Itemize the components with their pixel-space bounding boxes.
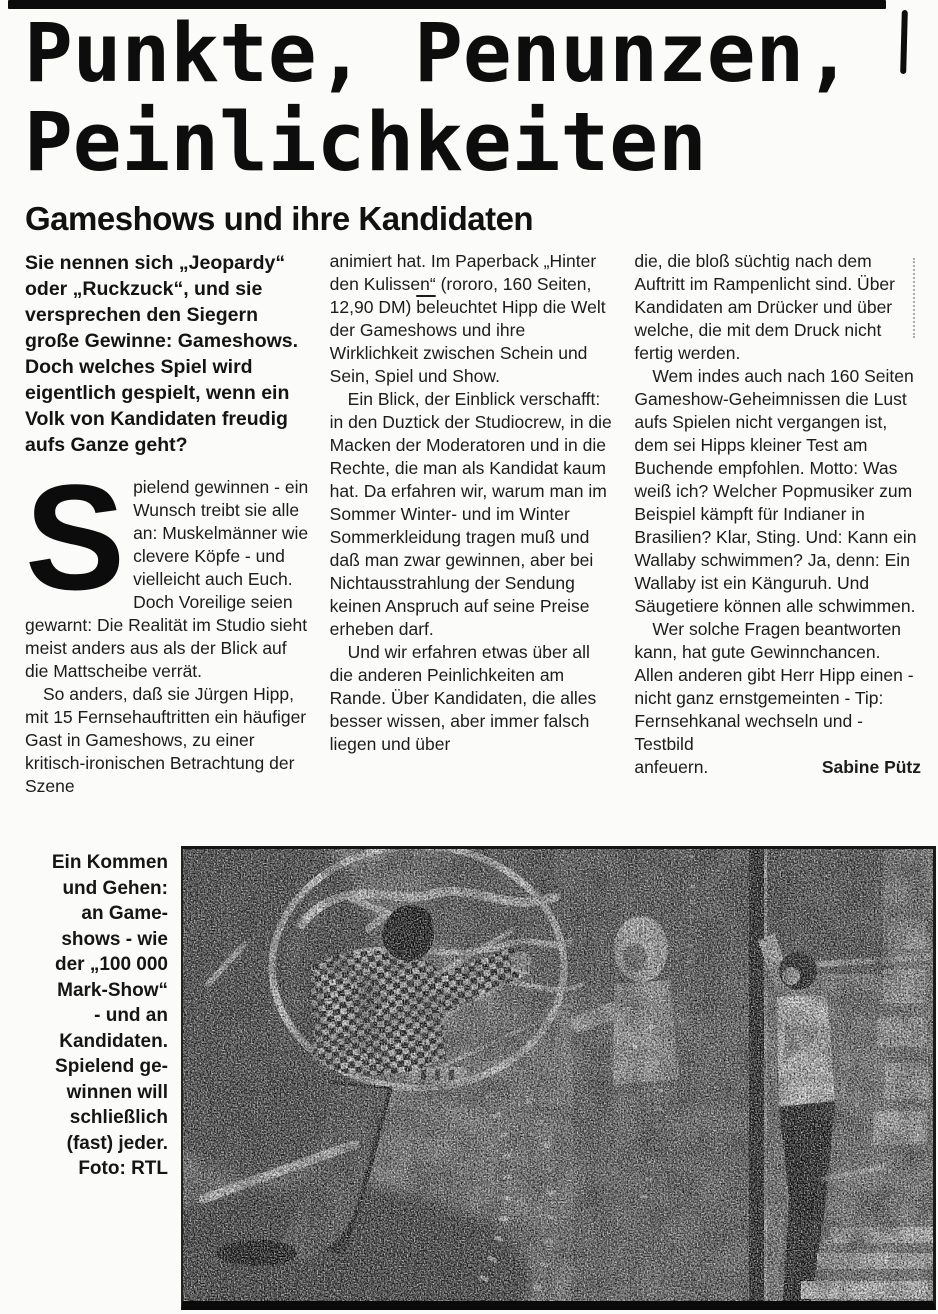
body-paragraph: Und wir erfahren etwas über all die anderen Peinlichkeiten am Rande. Über Kandidaten, die alles besser wissen, aber immer falsch liegen und über bbox=[329, 642, 597, 754]
dropcap-letter: S bbox=[25, 453, 126, 621]
pen-marked-text: $\overline{be}$ bbox=[416, 297, 436, 317]
headline-line-1: Punkte, Penunzen, bbox=[24, 7, 854, 101]
intro-paragraph: Sie nennen sich „Jeopardy“ oder „Ruckzuck“, und sie versprechen den Siegern große Gewinne: Gameshows. Doch welches Spiel wird eigentlich gespielt, wenn ein Volk von Kandidaten freudig aufs Ganze geht? bbox=[25, 252, 299, 456]
article-body bbox=[25, 250, 921, 850]
photo-caption: Ein Kommen und Gehen: an Game- shows - wie der „100 000 Mark-Show“ - und an Kandidaten. Spielend ge- winnen will schließlich (fast) jeder. Foto: RTL bbox=[51, 852, 168, 1179]
subhead: Gameshows und ihre Kandidaten bbox=[25, 200, 534, 237]
byline-row bbox=[634, 756, 921, 779]
column-1 bbox=[25, 250, 312, 850]
halftone-grain-overlay bbox=[183, 849, 933, 1301]
body-paragraph: Wem indes auch nach 160 Seiten Gameshow-Geheimnissen die Lust aufs Spielen nicht vergangen ist, dem sei Hipps kleiner Test am Buchende empfohlen. Motto: Was weiß ich? Welcher Popmusiker zum Beispiel kämpft für Indianer in Brasilien? Klar, Sting. Und: Kann ein Wallaby schwimmen? Ja, denn: Ein Wallaby ist ein Känguruh. Und Säugetiere können alle schwimmen. bbox=[634, 366, 917, 616]
body-paragraph: Ein Blick, der Einblick verschafft: in den Duztick der Studiocrew, in die Macken der Moderatoren und in die Rechte, die man als Kandidat kaum hat. Da erfahren wir, warum man im Sommer Winter- und im Winter Sommerkleidung tragen muß und daß man zwar gewinnen, aber bei Nichtausstrahlung der Sendung keinen Anspruch auf seine Preise erheben darf. bbox=[329, 389, 612, 639]
gameshow-photo bbox=[181, 846, 936, 1310]
byline: Sabine Pütz bbox=[821, 757, 921, 777]
scan-edge-mark bbox=[900, 10, 908, 74]
paragraph-text: leuchtet Hipp die Welt der Gameshows und ihre Wirklichkeit zwischen Schein und Sein, Spiel und Show. bbox=[329, 297, 606, 386]
dropcap-paragraph bbox=[25, 453, 312, 683]
headline bbox=[24, 7, 854, 190]
headline-line-2: Peinlichkeiten bbox=[24, 96, 707, 190]
column-3 bbox=[634, 250, 921, 850]
body-paragraph: die, die bloß süchtig nach dem Auftritt im Rampenlicht sind. Über Kandidaten am Drücker und über welche, die mit dem Druck nicht fertig werden. bbox=[634, 251, 895, 363]
column-2 bbox=[330, 250, 617, 850]
body-paragraph: So anders, daß sie Jürgen Hipp, mit 15 Fernsehauftritten ein häufiger Gast in Gameshows, zu einer kritisch-ironischen Betrachtung der Szene bbox=[25, 684, 307, 796]
gameshow-photo-art bbox=[183, 849, 933, 1301]
body-paragraph: Wer solche Fragen beantworten kann, hat gute Gewinnchancen. Allen anderen gibt Herr Hipp einen - nicht ganz ernstgemeinten - Tip: Fernsehkanal wechseln und - Testbild bbox=[634, 619, 914, 754]
paragraph-text: anfeuern. bbox=[634, 757, 709, 777]
body-paragraph bbox=[330, 250, 617, 388]
paragraph-text: animiert hat. Im Paperback „Hinter den Kulissen“ (rororo, 160 Seiten, 12,90 DM) bbox=[329, 251, 597, 317]
paragraph-text: pielend gewinnen - ein Wunsch treibt sie alle an: Muskelmänner wie clevere Köpfe - und vielleicht auch Euch. Doch Voreilige seien gewarnt: Die Realität im Studio sieht meist anders aus als der Blick auf die Mattscheibe verrät. bbox=[25, 477, 309, 681]
